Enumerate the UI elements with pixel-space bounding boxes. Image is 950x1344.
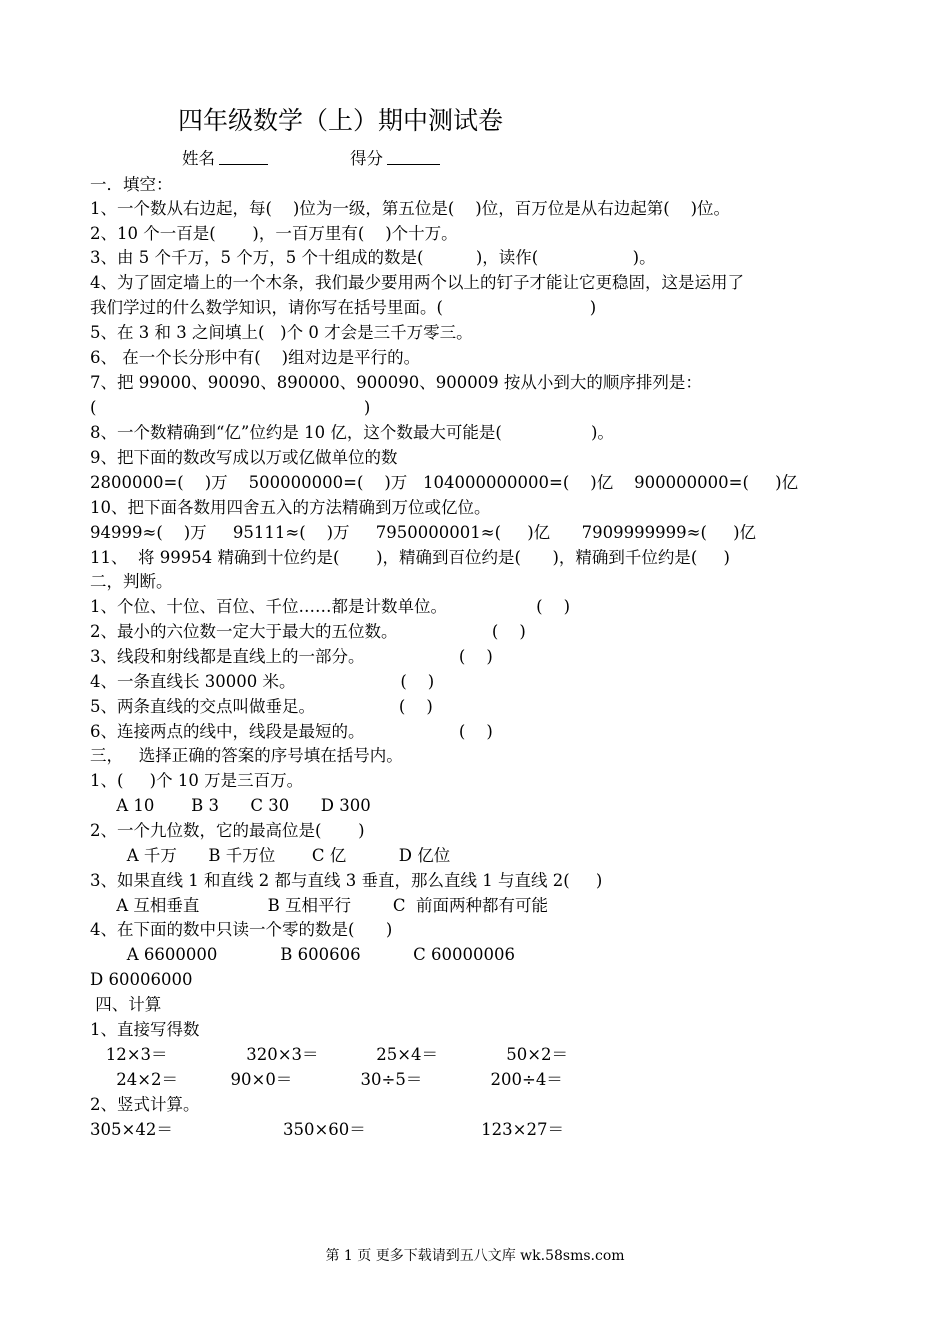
question-line: 我们学过的什么数学知识，请你写在括号里面。( ) xyxy=(90,298,597,317)
question-line: 2、竖式计算。 xyxy=(90,1095,200,1114)
calculation-row: 305×42＝ 350×60＝ 123×27＝ xyxy=(90,1120,564,1139)
question-line: 2800000=( )万 500000000=( )万 104000000000=( )亿 900000000=( )亿 xyxy=(90,473,799,492)
question-line: 7、把 99000、90090、890000、900090、900009 按从小到大的顺序排列是： xyxy=(90,373,702,392)
question-line: 11、 将 99954 精确到十位约是( )，精确到百位约是( )，精确到千位约是( ) xyxy=(90,548,730,567)
question-line: 1、( )个 10 万是三百万。 xyxy=(90,771,304,790)
question-line: 4、在下面的数中只读一个零的数是( ) xyxy=(90,920,393,939)
question-line: 8、一个数精确到“亿”位约是 10 亿，这个数最大可能是( )。 xyxy=(90,423,614,442)
calculation-row: 12×3＝ 320×3＝ 25×4＝ 50×2＝ xyxy=(90,1045,569,1064)
question-line: 1、一个数从右边起，每( )位为一级，第五位是( )位，百万位是从右边起第( )位。 xyxy=(90,199,731,218)
choice-options: D 60006000 xyxy=(90,970,193,989)
choice-options: A 10 B 3 C 30 D 300 xyxy=(90,796,371,815)
choice-options: A 千万 B 千万位 C 亿 D 亿位 xyxy=(90,846,451,865)
score-blank xyxy=(387,164,440,165)
question-line: 94999≈( )万 95111≈( )万 7950000001≈( )亿 7909999999≈( )亿 xyxy=(90,523,757,542)
section-3-heading: 三， 选择正确的答案的序号填在括号内。 xyxy=(90,746,403,765)
question-line: 9、把下面的数改写成以万或亿做单位的数 xyxy=(90,448,398,467)
question-line: 4、为了固定墙上的一个木条，我们最少要用两个以上的钉子才能让它更稳固，这是运用了 xyxy=(90,273,744,292)
choice-options: A 6600000 B 600606 C 60000006 xyxy=(90,945,515,964)
question-line: 3、由 5 个千万，5 个万，5 个十组成的数是( )，读作( )。 xyxy=(90,248,656,267)
question-line: 6、连接两点的线中，线段是最短的。 ( ) xyxy=(90,722,493,741)
question-line: 1、直接写得数 xyxy=(90,1020,200,1039)
question-line: 4、一条直线长 30000 米。 ( ) xyxy=(90,672,435,691)
name-label: 姓名 xyxy=(182,149,215,168)
exam-title: 四年级数学（上）期中测试卷 xyxy=(178,106,504,135)
question-line: 10、把下面各数用四舍五入的方法精确到万位或亿位。 xyxy=(90,498,491,517)
question-line: 3、如果直线 1 和直线 2 都与直线 3 垂直，那么直线 1 与直线 2( ) xyxy=(90,871,603,890)
calculation-row: 24×2＝ 90×0＝ 30÷5＝ 200÷4＝ xyxy=(90,1070,563,1089)
question-line: 5、在 3 和 3 之间填上( )个 0 才会是三千万零三。 xyxy=(90,323,473,342)
choice-options: A 互相垂直 B 互相平行 C 前面两种都有可能 xyxy=(90,896,549,915)
name-blank xyxy=(219,164,268,165)
section-2-heading: 二，判断。 xyxy=(90,572,173,591)
score-label: 得分 xyxy=(350,149,383,168)
page-footer: 第 1 页 更多下载请到五八文库 wk.58sms.com xyxy=(325,1248,625,1264)
question-line: 2、10 个一百是( )，一百万里有( )个十万。 xyxy=(90,224,458,243)
question-line: 2、一个九位数，它的最高位是( ) xyxy=(90,821,365,840)
question-line: 2、最小的六位数一定大于最大的五位数。 ( ) xyxy=(90,622,526,641)
answer-blank-line: ( ) xyxy=(90,398,371,417)
question-line: 5、两条直线的交点叫做垂足。 ( ) xyxy=(90,697,433,716)
section-4-heading: 四、计算 xyxy=(90,995,162,1014)
question-line: 3、线段和射线都是直线上的一部分。 ( ) xyxy=(90,647,493,666)
question-line: 1、个位、十位、百位、千位……都是计数单位。 ( ) xyxy=(90,597,571,616)
question-line: 6、 在一个长分形中有( )组对边是平行的。 xyxy=(90,348,421,367)
section-1-heading: 一．填空： xyxy=(90,175,173,194)
